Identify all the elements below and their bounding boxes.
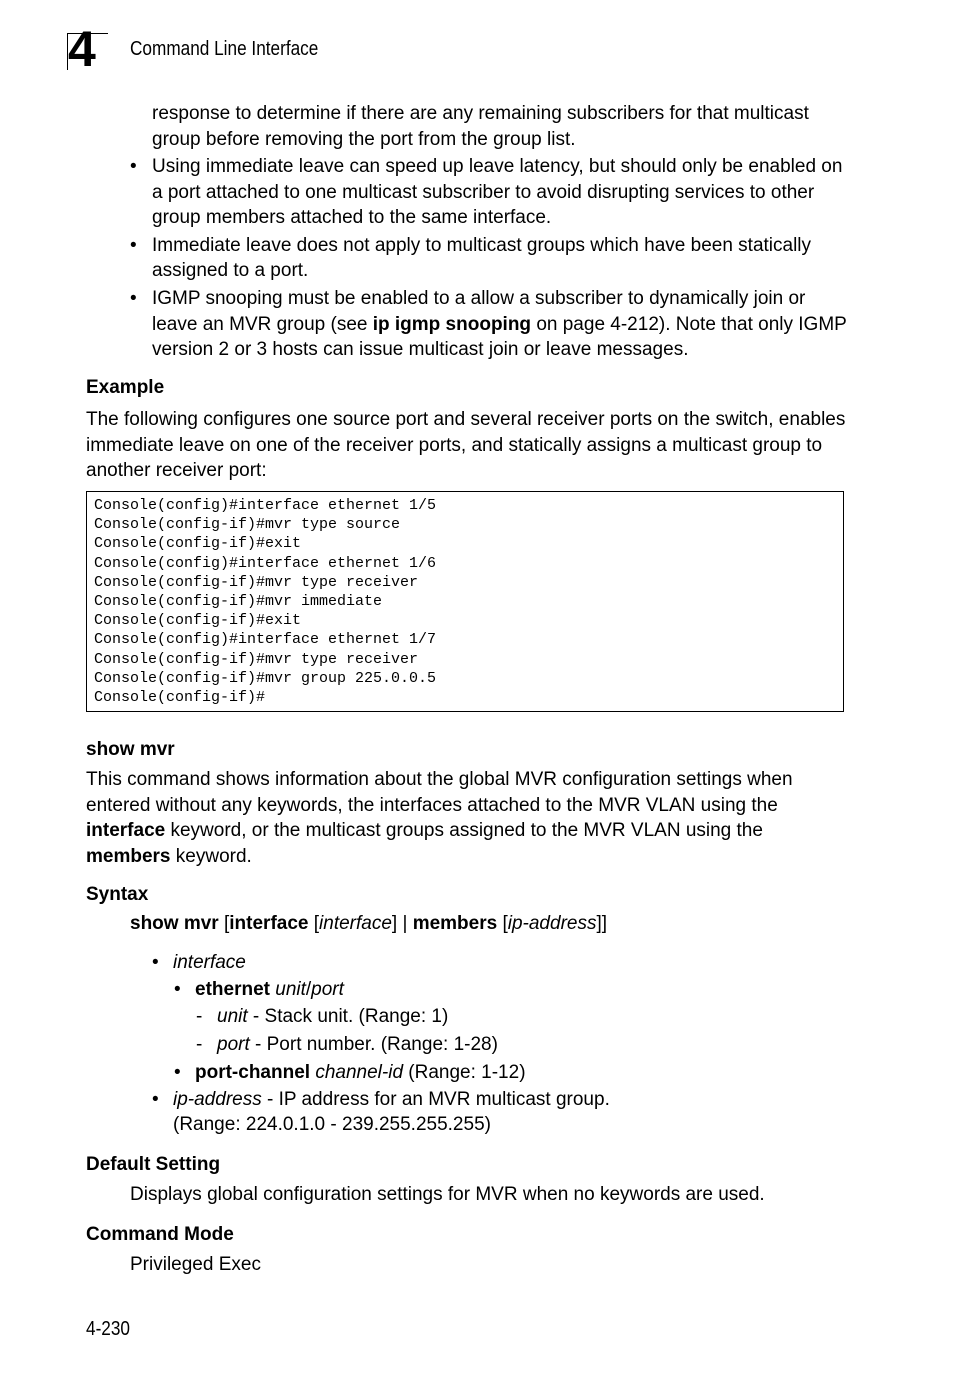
bullet-item: • IGMP snooping must be enabled to a allow a subscriber to dynamically join or leave an MVR group (see ip igmp snooping on page 4-212). Note that only IGMP version 2 or 3 hosts can issue multicast join or leave messages. — [130, 286, 850, 363]
cross-reference-command: ip igmp snooping — [372, 313, 532, 335]
param-ethernet: • ethernet unit/port — [195, 979, 344, 1001]
command-mode-heading: Command Mode — [86, 1224, 234, 1245]
param-unit: - unit - Stack unit. (Range: 1) — [217, 1006, 448, 1028]
code-line: Console(config-if)#mvr group 225.0.0.5 — [94, 669, 437, 687]
command-mode-text: Privileged Exec — [130, 1254, 261, 1275]
bullet-item: • Immediate leave does not apply to multicast groups which have been statically assigned to a port. — [130, 233, 850, 284]
param-port: - port - Port number. (Range: 1-28) — [217, 1034, 498, 1056]
param-ip-range: (Range: 224.0.1.0 - 239.255.255.255) — [173, 1114, 491, 1135]
syntax-heading: Syntax — [86, 884, 149, 905]
code-line: Console(config-if)# — [94, 689, 266, 707]
param-interface: • interface — [173, 952, 246, 974]
param-ip-address: • ip-address - IP address for an MVR multicast group. — [173, 1089, 610, 1111]
code-line: Console(config-if)#mvr type source — [94, 516, 401, 534]
code-line: Console(config)#interface ethernet 1/5 — [94, 497, 437, 514]
command-heading: show mvr — [86, 739, 175, 760]
command-description: This command shows information about the global MVR configuration settings when entered without any keywords, the interfaces attached to the MVR VLAN using the interface keyword, or the multicast groups assigned to the MVR VLAN using the members keyword. — [86, 769, 793, 867]
code-line: Console(config-if)#mvr type receiver — [94, 573, 419, 591]
example-description: The following configures one source port and several receiver ports on the switch, enables immediate leave on one of the receiver ports, and statically assigns a multicast group to another receiver port: — [86, 409, 846, 481]
example-heading: Example — [86, 377, 165, 398]
code-line: Console(config)#interface ethernet 1/7 — [94, 631, 437, 649]
code-line: Console(config-if)#mvr immediate — [94, 593, 383, 611]
code-line: Console(config)#interface ethernet 1/6 — [94, 554, 437, 572]
default-setting-text: Displays global configuration settings for MVR when no keywords are used. — [130, 1184, 765, 1205]
syntax-line: show mvr [interface [interface] | members [ip-address]] — [130, 913, 608, 934]
header-title: Command Line Interface — [130, 38, 319, 60]
chapter-number: 4 — [68, 21, 96, 77]
code-example — [86, 491, 844, 712]
code-line: Console(config-if)#mvr type receiver — [94, 650, 419, 668]
intro-continuation: response to determine if there are any remaining subscribers for that multicast group before removing the port from the group list. — [152, 103, 809, 150]
code-line: Console(config-if)#exit — [94, 612, 302, 630]
intro-bullet-list — [130, 101, 850, 365]
code-line: Console(config-if)#exit — [94, 535, 302, 553]
bullet-item: • Using immediate leave can speed up leave latency, but should only be enabled on a port attached to one multicast subscriber to avoid disrupting services to other group members attached to the same interface. — [130, 154, 850, 231]
default-setting-heading: Default Setting — [86, 1154, 221, 1175]
param-port-channel: • port-channel channel-id (Range: 1-12) — [195, 1062, 526, 1084]
page-number: 4-230 — [86, 1318, 130, 1340]
